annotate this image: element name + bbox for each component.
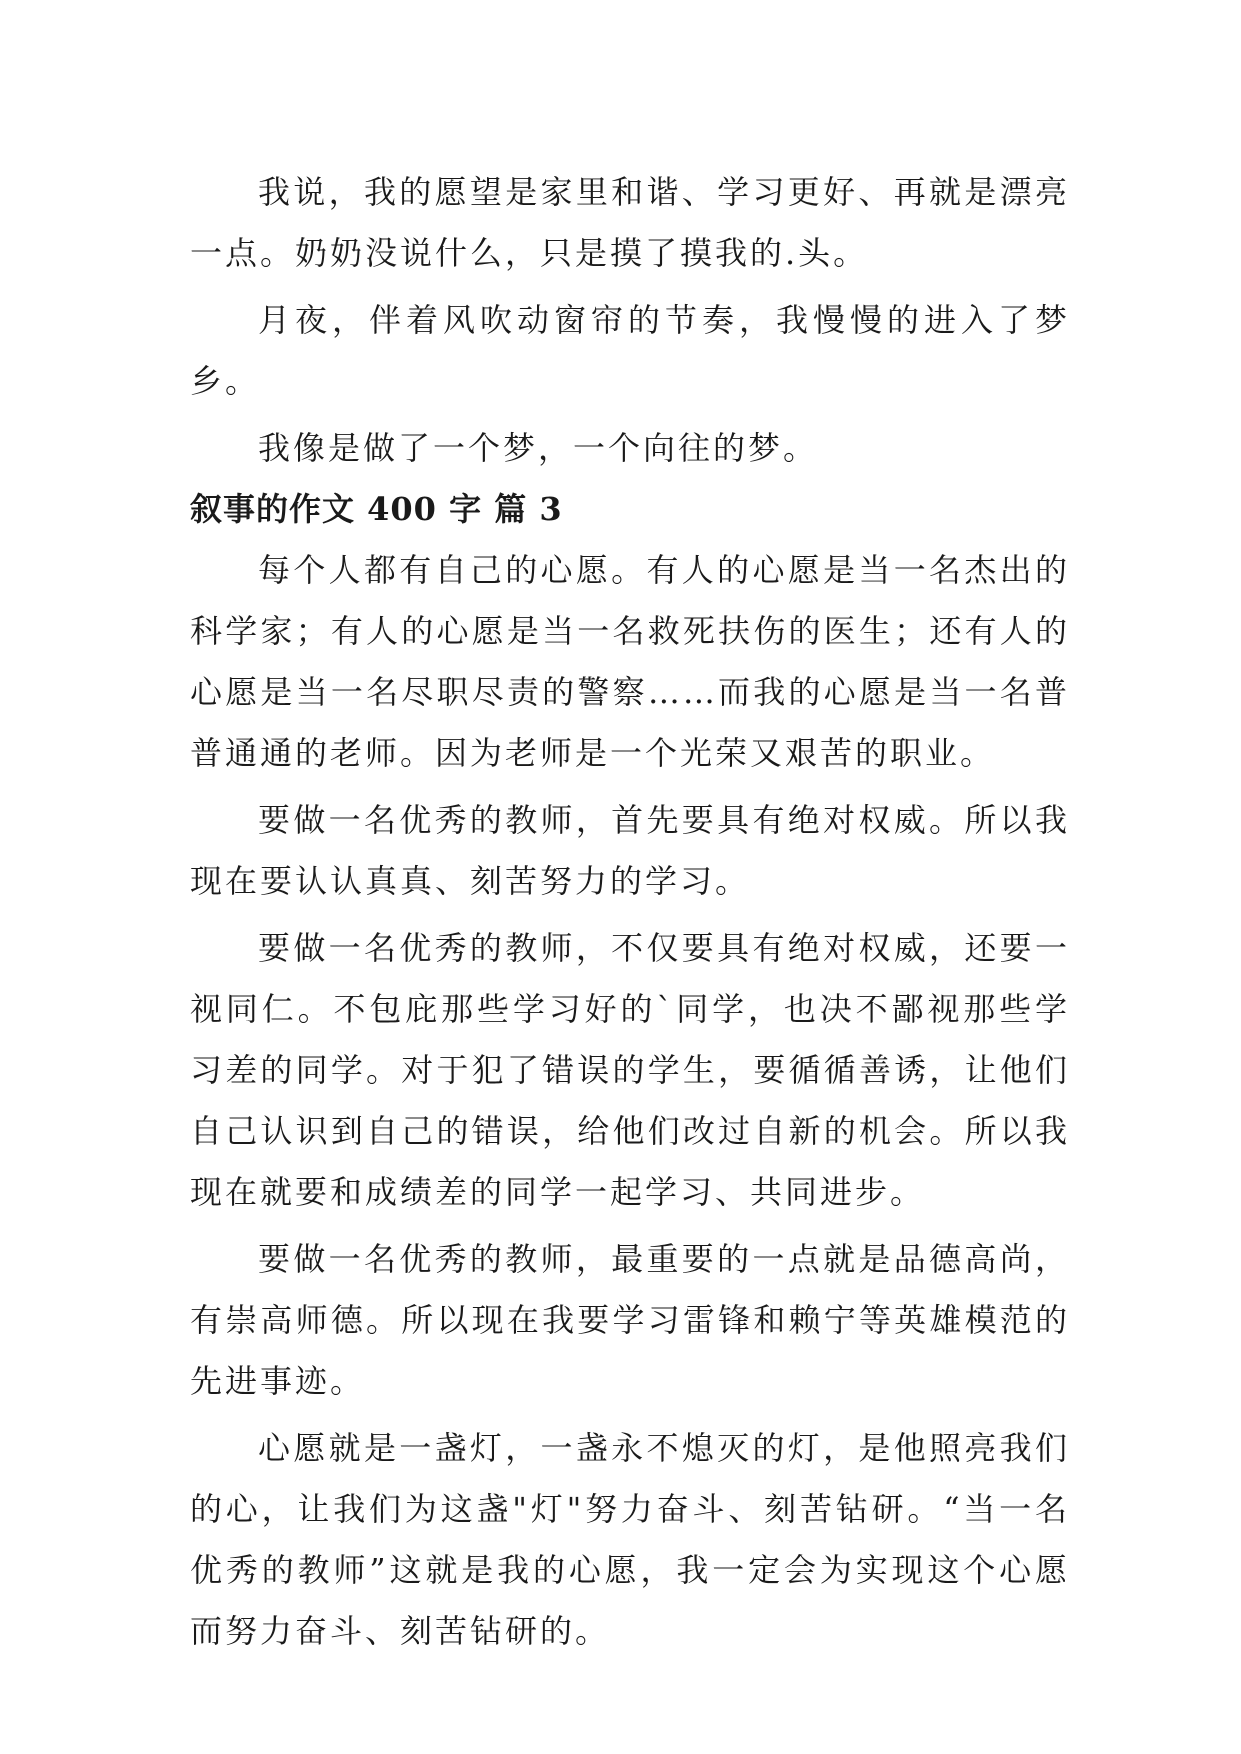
paragraph-authority: 要做一名优秀的教师，首先要具有绝对权威。所以我现在要认认真真、刻苦努力的学习。 xyxy=(190,801,1070,900)
document-body xyxy=(190,162,1070,1662)
paragraph-moon-night: 月夜，伴着风吹动窗帘的节奏，我慢慢的进入了梦乡。 xyxy=(190,301,1070,400)
paragraph-equality: 要做一名优秀的教师，不仅要具有绝对权威，还要一视同仁。不包庇那些学习好的`同学，也决不鄙视那些学习差的同学。对于犯了错误的学生，要循循善诱，让他们自己认识到自己的错误，给他们改过自新的机会。所以我现在就要和成绩差的同学一起学习、共同进步。 xyxy=(190,929,1070,1211)
section-heading: 叙事的作文 400 字 篇 3 xyxy=(190,490,563,528)
paragraph-morality: 要做一名优秀的教师，最重要的一点就是品德高尚，有崇高师德。所以现在我要学习雷锋和赖宁等英雄模范的先进事迹。 xyxy=(190,1240,1070,1400)
paragraph-lamp: 心愿就是一盏灯，一盏永不熄灭的灯，是他照亮我们的心，让我们为这盏"灯"努力奋斗、刻苦钻研。“当一名优秀的教师”这就是我的心愿，我一定会为实现这个心愿而努力奋斗、刻苦钻研的。 xyxy=(190,1429,1070,1650)
paragraph-wish: 我说，我的愿望是家里和谐、学习更好、再就是漂亮一点。奶奶没说什么，只是摸了摸我的.头。 xyxy=(190,173,1070,272)
paragraph-dream: 我像是做了一个梦，一个向往的梦。 xyxy=(258,429,819,467)
paragraph-everyone-wish: 每个人都有自己的心愿。有人的心愿是当一名杰出的科学家；有人的心愿是当一名救死扶伤的医生；还有人的心愿是当一名尽职尽责的警察……而我的心愿是当一名普普通通的老师。因为老师是一个光荣又艰苦的职业。 xyxy=(190,551,1070,772)
